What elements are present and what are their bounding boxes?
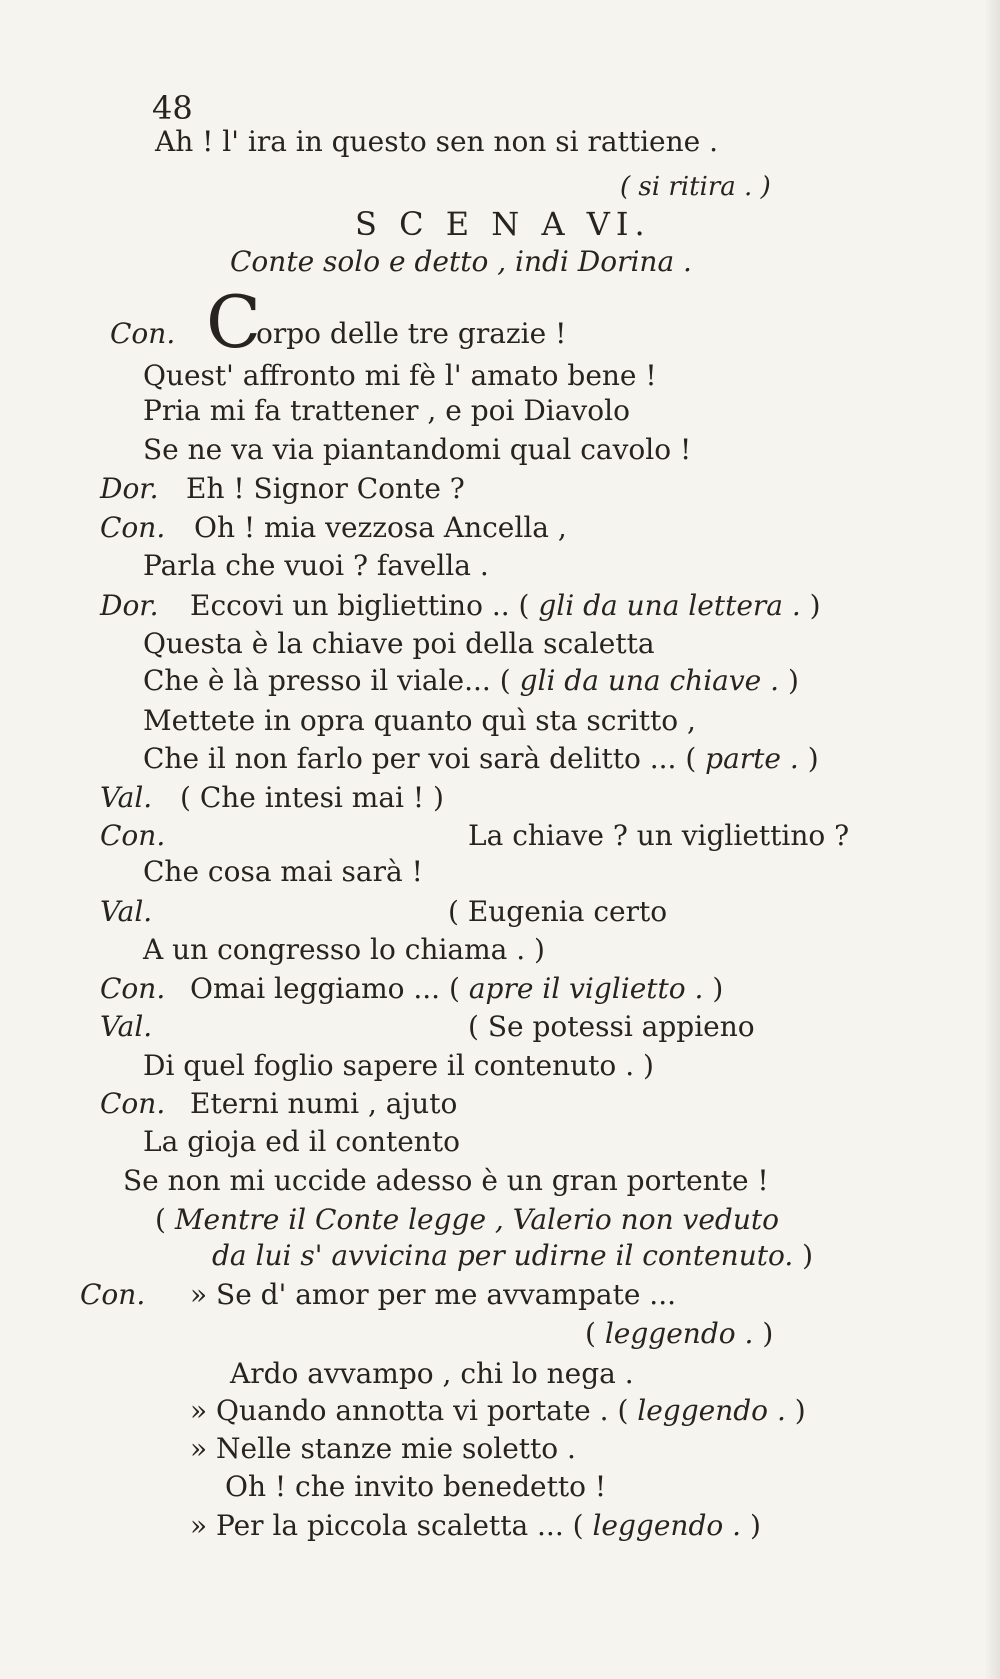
stage-direction: apre il viglietto . — [468, 972, 704, 1005]
verse-line: La gioja ed il contento — [143, 1125, 460, 1158]
verse-line: ( Mentre il Conte legge , Valerio non veduto — [155, 1203, 779, 1236]
verse-line: Ardo avvampo , chi lo nega . — [230, 1357, 634, 1390]
verse-line: ( leggendo . ) — [585, 1317, 774, 1350]
verse-line: » Se d' amor per me avvampate ... — [190, 1278, 677, 1311]
verse-line: Parla che vuoi ? favella . — [143, 549, 489, 582]
verse-line: La chiave ? un vigliettino ? — [468, 819, 850, 852]
verse-line: ( Se potessi appieno — [468, 1010, 755, 1043]
scene-characters: Conte solo e detto , indi Dorina . — [230, 245, 692, 278]
stage-direction: leggendo . — [604, 1317, 754, 1350]
speaker-label: Dor. — [100, 589, 159, 622]
speaker-label: Con. — [100, 1087, 166, 1120]
speaker-label: Con. — [100, 511, 166, 544]
verse-line: Quest' affronto mi fè l' amato bene ! — [143, 359, 657, 392]
verse-line: Se ne va via piantandomi qual cavolo ! — [143, 433, 692, 466]
stage-direction: leggendo . — [592, 1509, 742, 1542]
stage-direction: da lui s' avvicina per udirne il contenuto. — [212, 1239, 794, 1272]
page-number: 48 — [152, 89, 193, 127]
stage-direction: Mentre il Conte legge , Valerio non veduto — [174, 1203, 779, 1236]
verse-line: ( Che intesi mai ! ) — [180, 781, 444, 814]
stage-direction: parte . — [705, 742, 799, 775]
drop-cap: C — [206, 280, 262, 364]
speaker-label: Val. — [100, 895, 153, 928]
scene-heading: S C E N A VI. — [355, 205, 651, 243]
verse-line: Eterni numi , ajuto — [190, 1087, 458, 1120]
verse-line: A un congresso lo chiama . ) — [143, 933, 545, 966]
verse-line: Che il non farlo per voi sarà delitto ... ( parte . ) — [143, 742, 819, 775]
verse-line: Di quel foglio sapere il contenuto . ) — [143, 1049, 654, 1082]
verse-line: Se non mi uccide adesso è un gran portente ! — [123, 1164, 769, 1197]
verse-line: Che cosa mai sarà ! — [143, 855, 423, 888]
stage-direction: leggendo . — [637, 1394, 786, 1427]
speaker-label: Val. — [100, 1010, 153, 1043]
verse-line: orpo delle tre grazie ! — [256, 317, 567, 350]
verse-line: Pria mi fa trattener , e poi Diavolo — [143, 394, 630, 427]
verse-line: Eccovi un bigliettino .. ( gli da una lettera . ) — [190, 589, 821, 622]
verse-line: Ah ! l' ira in questo sen non si rattiene . — [155, 125, 719, 158]
verse-line: Omai leggiamo ... ( apre il viglietto . ) — [190, 972, 724, 1005]
verse-line: » Nelle stanze mie soletto . — [190, 1432, 576, 1465]
verse-line: da lui s' avvicina per udirne il contenuto. ) — [212, 1239, 814, 1272]
verse-line: Oh ! che invito benedetto ! — [225, 1470, 607, 1503]
stage-direction: gli da una chiave . — [519, 664, 780, 697]
verse-line: » Per la piccola scaletta ... ( leggendo . ) — [190, 1509, 761, 1542]
speaker-label: Con. — [100, 972, 166, 1005]
verse-line: ( Eugenia certo — [448, 895, 668, 928]
speaker-label: Con. — [110, 317, 176, 350]
speaker-label: Dor. — [100, 472, 159, 505]
speaker-label: Con. — [100, 819, 166, 852]
verse-line: Mettete in opra quanto quì sta scritto , — [143, 704, 696, 737]
verse-line: Che è là presso il viale... ( gli da una chiave . ) — [143, 664, 799, 697]
stage-direction: ( si ritira . ) — [620, 172, 771, 202]
verse-line: » Quando annotta vi portate . ( leggendo . ) — [190, 1394, 806, 1427]
speaker-label: Val. — [100, 781, 153, 814]
verse-line: Eh ! Signor Conte ? — [186, 472, 465, 505]
verse-line: Questa è la chiave poi della scaletta — [143, 627, 655, 660]
speaker-label: Con. — [80, 1278, 146, 1311]
verse-line: Oh ! mia vezzosa Ancella , — [194, 511, 567, 544]
stage-direction: gli da una lettera . — [538, 589, 801, 622]
